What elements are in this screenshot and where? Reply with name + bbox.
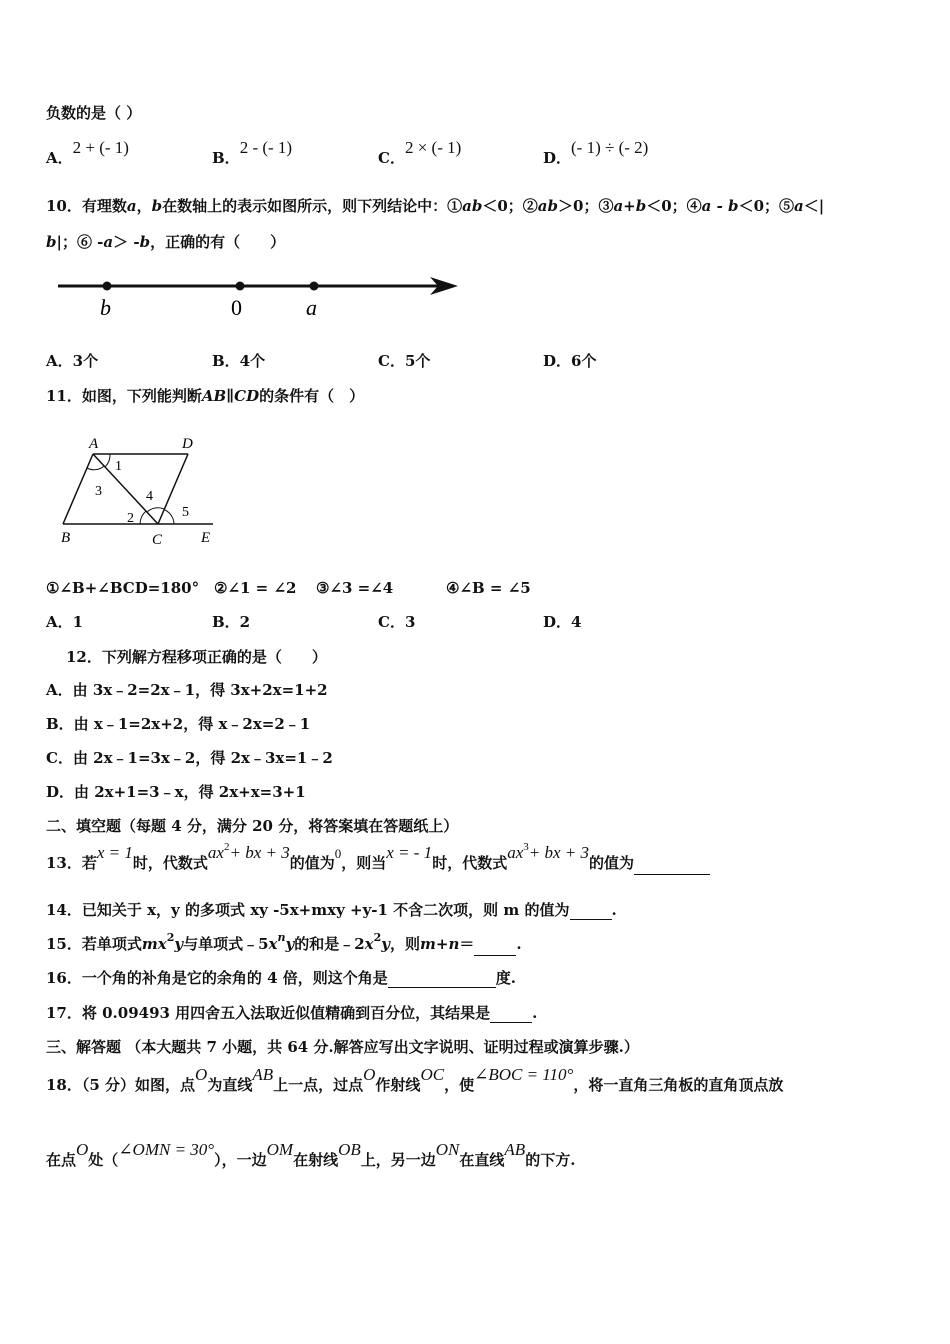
point-b [103,282,112,291]
q11-condition-3: ③∠3 =∠4 [316,579,394,597]
angle-label-4: 4 [146,489,153,504]
angle-label-2: 2 [127,511,134,526]
q10-option-b[interactable]: B．4个 [212,352,266,370]
angle-5-arc [165,510,174,524]
q13: 13．若x = 1时，代数式$ax^2+$ bx + 3的值为0，则当x = - 1时，代数式$ax^3+$ bx + 3的值为 [46,853,710,875]
q10-option-c[interactable]: C．5个 [378,352,431,370]
label-b: b [100,295,111,320]
angle-1-arc [105,454,110,467]
q13-answer-blank[interactable] [634,858,710,875]
parallelogram-figure [55,430,235,550]
q16: 16．一个角的补角是它的余角的 4 倍，则这个角是 度. [46,969,516,987]
vertex-c: C [152,532,163,548]
section-2-heading: 二、填空题（每题 4 分，满分 20 分，将答案填在答题纸上） [46,817,459,835]
vertex-a: A [89,436,99,452]
q9-option-d[interactable]: D．(- 1) ÷ (- 2) [543,138,649,167]
vertex-d: D [182,436,193,452]
point-zero [236,282,245,291]
q9-option-b[interactable]: B．2 - (- 1) [212,138,293,167]
q18-line1: 18．（5 分）如图，点O为直线AB上一点，过点O作射线OC，使∠BOC = 110°，将一直角三角板的直角顶点放 [46,1065,784,1094]
q17: 17．将 0.09493 用四舍五入法取近似值精确到百分位，其结果是 . [46,1004,538,1022]
q10-option-a[interactable]: A．3个 [46,352,99,370]
angle-2-arc [140,511,146,524]
label-a: a [306,295,317,320]
q12-option-b[interactable]: B．由 x﹣1=2x+2，得 x﹣2x=2﹣1 [46,715,311,733]
angle-label-3: 3 [95,484,102,499]
label-zero: 0 [231,295,242,320]
q11-condition-1: ①∠B+∠BCD=180° [46,579,200,597]
vertex-e: E [201,530,211,546]
point-a [310,282,319,291]
q11-option-d[interactable]: D．4 [543,613,582,631]
q16-answer-blank[interactable] [388,971,496,988]
segment-ab [63,454,93,524]
q10-stem-line2: b|；⑥ -a＞ -b，正确的有（ ） [46,233,286,251]
q11-option-a[interactable]: A．1 [46,613,84,631]
angle-label-1: 1 [115,459,122,474]
q11-stem: 11．如图，下列能判断AB∥CD的条件有（ ） [46,387,365,405]
q12-option-a[interactable]: A．由 3x﹣2=2x﹣1，得 3x+2x=1+2 [46,681,328,699]
q11-condition-2: ②∠1 = ∠2 [214,579,297,597]
q10-option-d[interactable]: D．6个 [543,352,597,370]
q18-line2: 在点O处（∠OMN = 30°），一边OM在射线OB上，另一边ON在直线AB的下方. [46,1140,576,1169]
angle-3-arc [87,466,104,470]
q11-option-b[interactable]: B．2 [212,613,251,631]
q10-stem-line1: 10．有理数a，b在数轴上的表示如图所示，则下列结论中：①ab＜0；②ab＞0；③a+b＜0；④a - b＜0；⑤a＜| [46,197,825,215]
q15: 15．若单项式$mx^2y$与单项式$﹣5x^ny$的和是$﹣2x^2y$，则m+n＝ . [46,934,522,956]
q9-option-c[interactable]: C．2 × (- 1) [378,138,462,167]
angle-4-arc [147,508,164,512]
q9-option-a[interactable]: A．2 + (- 1) [46,138,129,167]
q11-condition-4: ④∠B = ∠5 [446,579,531,597]
section-3-heading: 三、解答题 （本大题共 7 小题，共 64 分.解答应写出文字说明、证明过程或演算步骤.） [46,1038,639,1056]
q15-answer-blank[interactable] [474,939,516,956]
q17-answer-blank[interactable] [490,1006,532,1023]
q14-answer-blank[interactable] [570,903,612,920]
q14: 14．已知关于 x，y 的多项式 xy -5x+mxy +y-1 不含二次项，则 m 的值为 . [46,901,617,919]
number-line-figure [50,270,470,322]
q12-stem: 12．下列解方程移项正确的是（ ） [66,648,327,666]
q12-option-c[interactable]: C．由 2x﹣1=3x﹣2，得 2x﹣3x=1﹣2 [46,749,333,767]
q9-stem: 负数的是（ ） [46,104,142,122]
q12-option-d[interactable]: D．由 2x+1=3﹣x，得 2x+x=3+1 [46,783,306,801]
angle-label-5: 5 [182,505,189,520]
vertex-b: B [61,530,71,546]
q11-option-c[interactable]: C．3 [378,613,416,631]
